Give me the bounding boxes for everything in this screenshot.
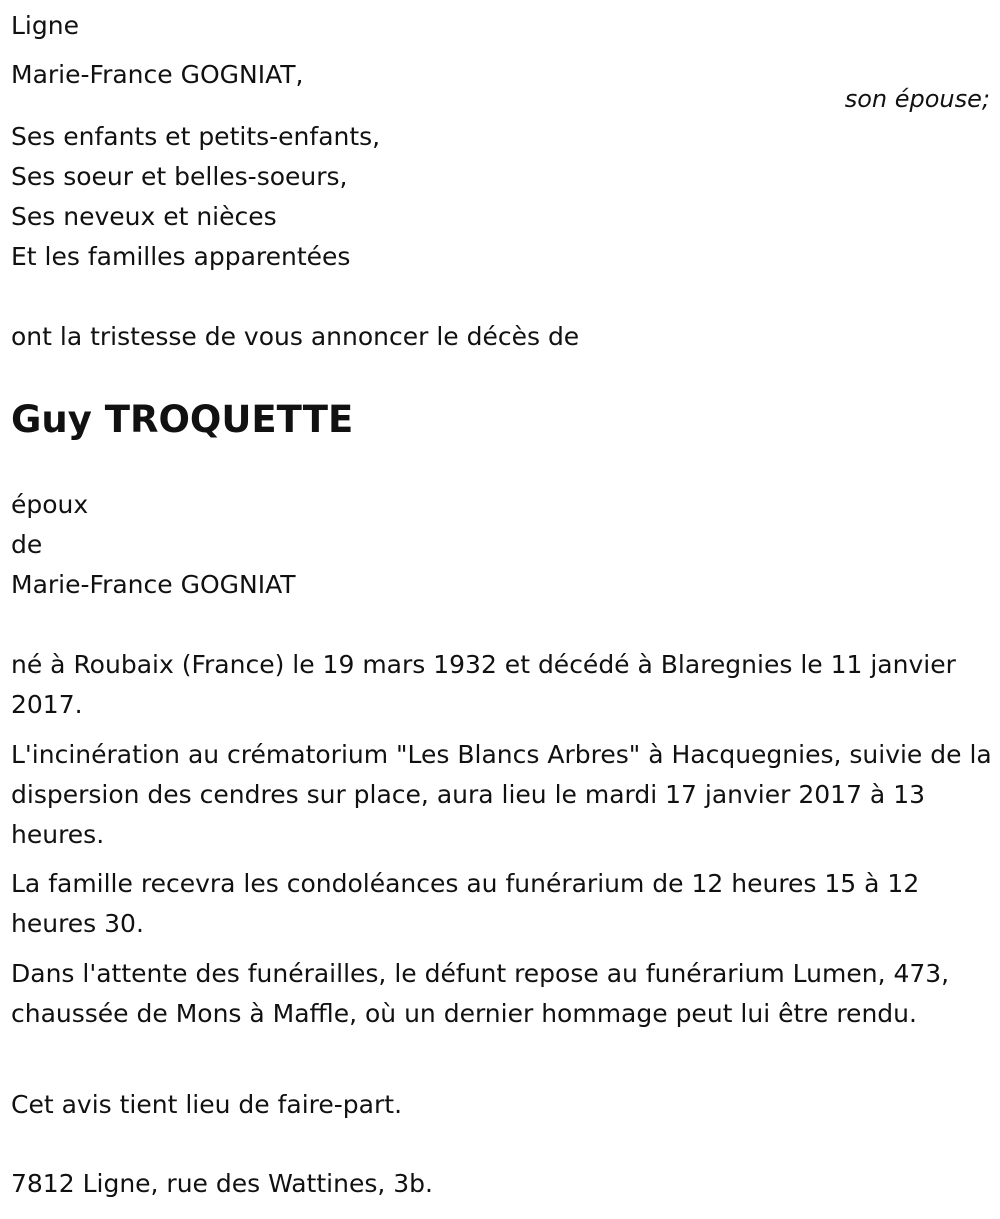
family-line-nephews: Ses neveux et nièces — [11, 202, 277, 231]
family-line-children: Ses enfants et petits-enfants, — [11, 122, 381, 151]
relation-line-spouse-name: Marie-France GOGNIAT — [11, 570, 296, 599]
relation-line-spouse: époux — [11, 490, 89, 519]
cremation-paragraph: L'incinération au crématorium "Les Blancs Arbres" à Hacquegnies, suivie de la dispersion des cendres sur place, aura lieu le mardi 17 janvier 2017 à 13 heures. — [11, 740, 992, 849]
deceased-name: Guy TROQUETTE — [11, 398, 354, 441]
spouse-role: son épouse; — [844, 85, 990, 113]
birth-death-paragraph: né à Roubaix (France) le 19 mars 1932 et décédé à Blaregnies le 11 janvier 2017. — [11, 650, 956, 719]
address-line: 7812 Ligne, rue des Wattines, 3b. — [11, 1169, 433, 1198]
family-line-relatives: Et les familles apparentées — [11, 242, 351, 271]
town-name: Ligne — [11, 11, 79, 40]
spouse-name: Marie-France GOGNIAT, — [11, 60, 304, 89]
announcement-text: ont la tristesse de vous annoncer le décès de — [11, 322, 580, 351]
repose-paragraph: Dans l'attente des funérailles, le défunt repose au funérarium Lumen, 473, chaussée de Mons à Maffle, où un dernier hommage peut lui être rendu. — [11, 959, 950, 1028]
notice-paragraph: Cet avis tient lieu de faire-part. — [11, 1090, 403, 1119]
condolences-paragraph: La famille recevra les condoléances au funérarium de 12 heures 15 à 12 heures 30. — [11, 869, 920, 938]
family-line-sisters: Ses soeur et belles-soeurs, — [11, 162, 348, 191]
relation-line-of: de — [11, 530, 43, 559]
